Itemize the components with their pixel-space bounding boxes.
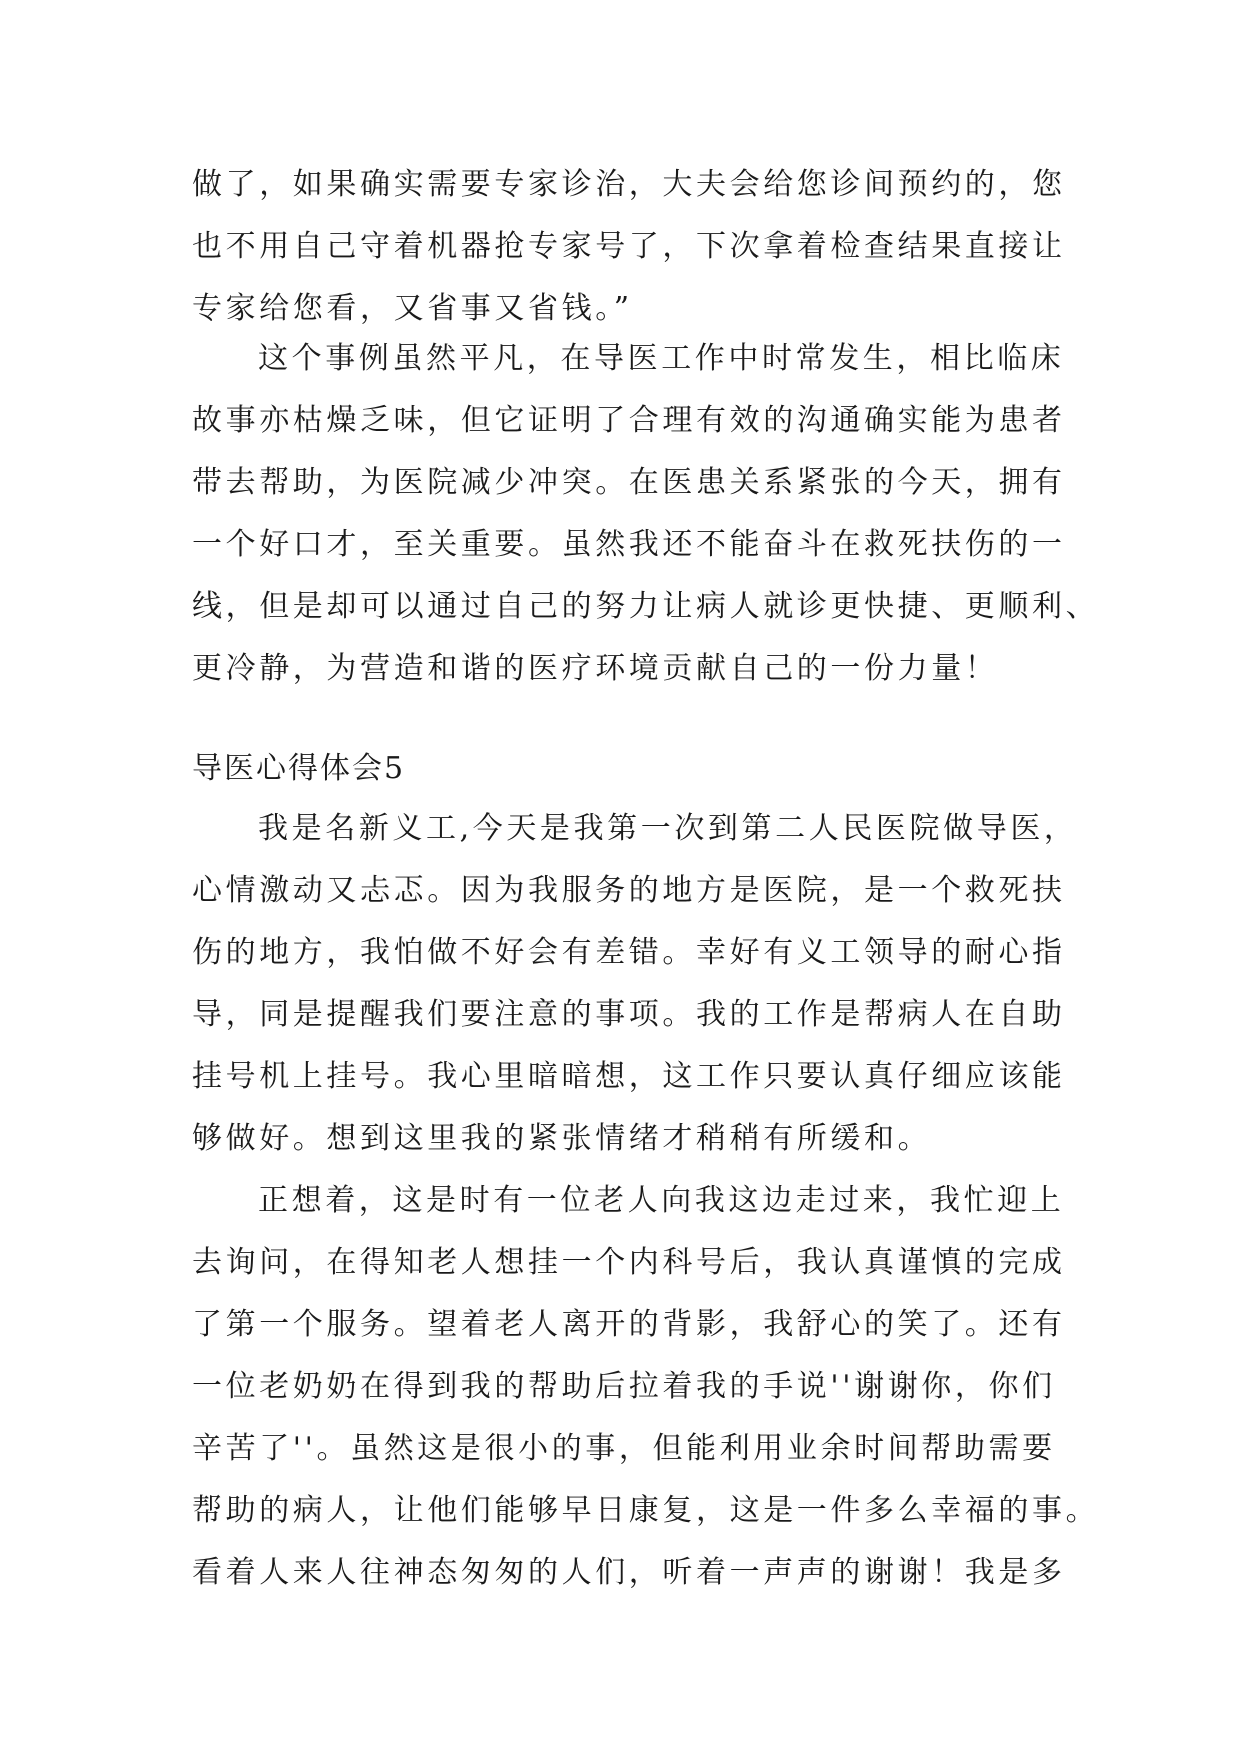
paragraph-line: 故事亦枯燥乏味，但它证明了合理有效的沟通确实能为患者 — [192, 403, 1066, 438]
paragraph-line: 一位老奶奶在得到我的帮助后拉着我的手说''谢谢你，你们 — [192, 1369, 1056, 1404]
paragraph-line: 带去帮助，为医院减少冲突。在医患关系紧张的今天，拥有 — [192, 465, 1066, 500]
paragraph-line: 帮助的病人，让他们能够早日康复，这是一件多么幸福的事。 — [192, 1493, 1100, 1528]
paragraph-line: 我是名新义工,今天是我第一次到第二人民医院做导医， — [258, 811, 1078, 846]
paragraph-line: 心情激动又忐忑。因为我服务的地方是医院，是一个救死扶 — [192, 873, 1066, 908]
paragraph-3 — [192, 798, 1078, 1170]
paragraph-line: 更冷静，为营造和谐的医疗环境贡献自己的一份力量！ — [192, 651, 999, 686]
paragraph-line: 这个事例虽然平凡，在导医工作中时常发生，相比临床 — [258, 341, 1065, 376]
paragraph-line: 挂号机上挂号。我心里暗暗想，这工作只要认真仔细应该能 — [192, 1059, 1066, 1094]
paragraph-line: 够做好。想到这里我的紧张情绪才稍稍有所缓和。 — [192, 1121, 932, 1156]
paragraph-line: 去询问，在得知老人想挂一个内科号后，我认真谨慎的完成 — [192, 1245, 1066, 1280]
continuation-paragraph — [192, 154, 1066, 340]
paragraph-line: 线，但是却可以通过自己的努力让病人就诊更快捷、更顺利、 — [192, 589, 1100, 624]
paragraph-line: 伤的地方，我怕做不好会有差错。幸好有义工领导的耐心指 — [192, 935, 1066, 970]
paragraph-line: 了第一个服务。望着老人离开的背影，我舒心的笑了。还有 — [192, 1307, 1066, 1342]
paragraph-line: 也不用自己守着机器抢专家号了，下次拿着检查结果直接让 — [192, 229, 1066, 264]
paragraph-line: 正想着，这是时有一位老人向我这边走过来，我忙迎上 — [258, 1183, 1065, 1218]
paragraph-line: 辛苦了''。虽然这是很小的事，但能利用业余时间帮助需要 — [192, 1431, 1056, 1466]
paragraph-line: 看着人来人往神态匆匆的人们，听着一声声的谢谢！我是多 — [192, 1555, 1066, 1590]
paragraph-line: 一个好口才，至关重要。虽然我还不能奋斗在救死扶伤的一 — [192, 527, 1066, 562]
section-heading: 导医心得体会5 — [192, 751, 406, 786]
paragraph-4 — [192, 1170, 1100, 1604]
paragraph-line: 专家给您看，又省事又省钱。” — [192, 291, 633, 326]
paragraph-2 — [192, 328, 1100, 700]
paragraph-line: 导，同是提醒我们要注意的事项。我的工作是帮病人在自助 — [192, 997, 1066, 1032]
paragraph-line: 做了，如果确实需要专家诊治，大夫会给您诊间预约的，您 — [192, 167, 1066, 202]
